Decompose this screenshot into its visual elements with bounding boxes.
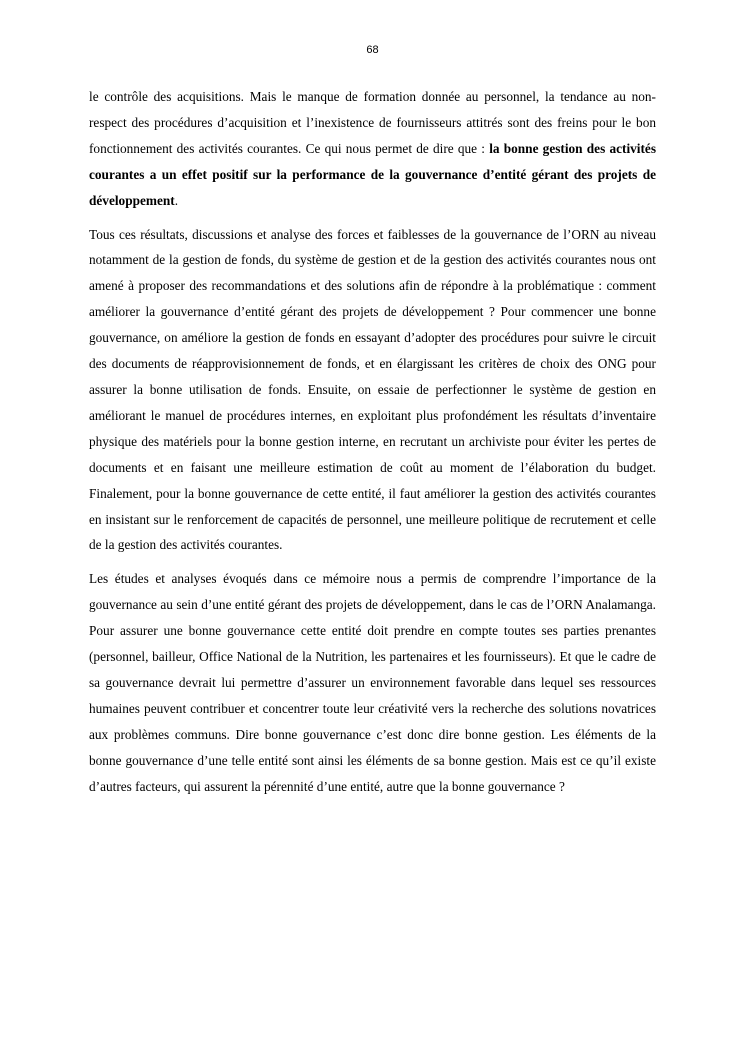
paragraph-1-end: . (174, 192, 179, 208)
paragraph-1-text: le contrôle des acquisitions. Mais le manque de formation donnée au personnel, la tendance au non-respect des procédures d’acquisition et l’inexistence de fournisseurs attitrés sont des freins pour le bon fonctionnement des activités courantes. Ce qui nous permet de dire que : (89, 89, 656, 156)
paragraph-3: Les études et analyses évoqués dans ce mémoire nous a permis de comprendre l’importance de la gouvernance au sein d’une entité gérant des projets de développement, dans le cas de l’ORN Analamanga. Pour assurer une bonne gouvernance cette entité doit prendre en compte toutes ses parties prenantes (personnel, bailleur, Office National de la Nutrition, les partenaires et les fournisseurs). Et que le cadre de sa gouvernance devrait lui permettre d’assurer un environnement favorable dans lequel ses ressources humaines peuvent contribuer et concentrer toute leur créativité vers la recherche des solutions novatrices aux problèmes communs. Dire bonne gouvernance c’est donc dire bonne gestion. Les éléments de la bonne gouvernance d’une telle entité sont ainsi les éléments de sa bonne gestion. Mais est ce qu’il existe d’autres facteurs, qui assurent la pérennité d’une entité, autre que la bonne gouvernance ? (89, 571, 656, 794)
page-number: 68 (366, 44, 379, 56)
paragraph-2: Tous ces résultats, discussions et analyse des forces et faiblesses de la gouvernance de l’ORN au niveau notamment de la gestion de fonds, du système de gestion et de la gestion des activités courantes nous ont amené à proposer des recommandations et des solutions afin de répondre à la problématique : comment améliorer la gouvernance d’entité gérant des projets de développement ? Pour commencer une bonne gouvernance, on améliore la gestion de fonds en essayant d’adopter des procédures pour suivre le circuit des documents de réapprovisionnement de fonds, et en élargissant les critères de choix des ONG pour assurer la bonne utilisation de fonds. Ensuite, on essaie de perfectionner le système de gestion en améliorant le manuel de procédures internes, en exploitant plus profondément les résultats d’inventaire physique des matériels pour la bonne gestion interne, en recrutant un archiviste pour éviter les pertes de documents et en faisant une meilleure estimation de coût au moment de l’élaboration du budget. Finalement, pour la bonne gouvernance de cette entité, il faut améliorer la gestion des activités courantes en insistant sur le renforcement de capacités de personnel, une meilleure politique de recrutement et celle de la gestion des activités courantes. (89, 226, 656, 553)
paragraph-1-bold-conclusion: la bonne gestion des activités courantes a un effet positif sur la performance de la gouvernance d’entité gérant des projets de développement (89, 140, 656, 208)
body-text (89, 84, 656, 807)
paragraph-1 (89, 84, 656, 214)
